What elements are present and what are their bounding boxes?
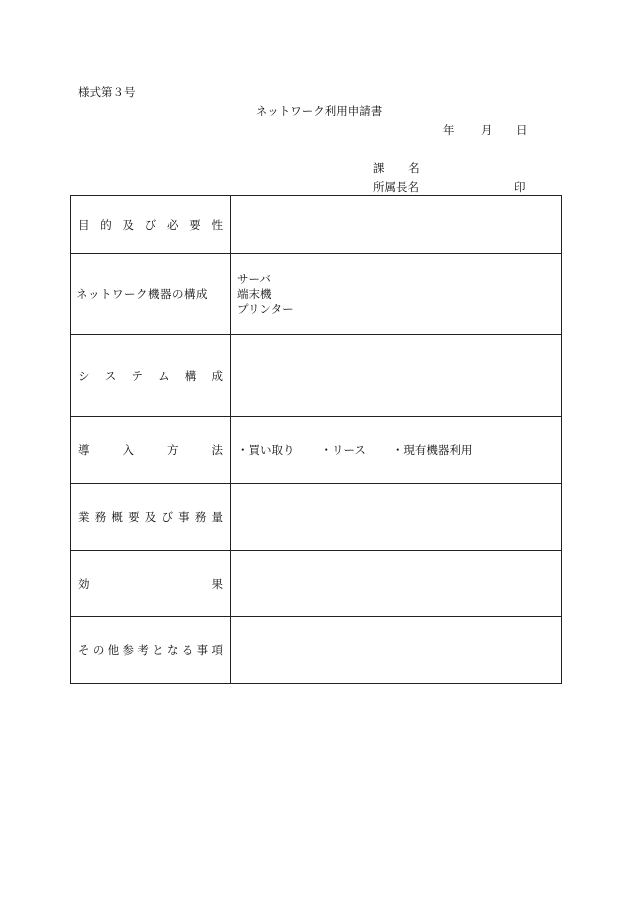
- system-configuration-field[interactable]: [231, 335, 562, 417]
- label-char: 要: [128, 510, 140, 524]
- label-char: 成: [211, 368, 223, 383]
- label-char: そ: [78, 643, 90, 657]
- label-char: 務: [94, 510, 107, 524]
- label-char: 性: [211, 217, 223, 232]
- label-char: 業: [78, 510, 90, 524]
- date-month-label: 月: [481, 123, 493, 137]
- label-char: 他: [107, 643, 120, 657]
- value-line: プリンター: [237, 301, 294, 316]
- row-label: [71, 217, 230, 233]
- label-cell: [71, 617, 231, 684]
- application-form-table: [70, 195, 562, 684]
- label-char: ム: [158, 368, 170, 383]
- label-char: 考: [137, 643, 149, 657]
- label-char: 務: [194, 510, 207, 524]
- label-char: 法: [211, 443, 223, 457]
- label-char: な: [166, 643, 179, 657]
- value-line: 端末機: [237, 286, 272, 301]
- row-purpose: [71, 196, 562, 254]
- label-char: 項: [211, 643, 223, 657]
- introduction-method-field: [231, 417, 562, 484]
- row-system-configuration: [71, 335, 562, 417]
- label-char: 必: [167, 217, 179, 232]
- label-char: と: [152, 643, 164, 657]
- network-equipment-field[interactable]: [231, 254, 562, 335]
- label-char: 参: [122, 643, 134, 657]
- label-cell: [71, 551, 231, 617]
- form-number: 様式第３号: [78, 85, 136, 99]
- label-char: 事: [178, 510, 190, 524]
- option-purchase[interactable]: ・買い取り: [237, 442, 295, 457]
- label-char: 目: [78, 217, 90, 232]
- label-char: 構: [184, 368, 197, 383]
- row-other-notes: [71, 617, 562, 684]
- row-label: [71, 442, 230, 458]
- label-char: 導: [78, 443, 90, 457]
- row-business-overview: [71, 484, 562, 551]
- business-overview-field[interactable]: [231, 484, 562, 551]
- label-cell: [71, 196, 231, 254]
- label-char: 量: [211, 510, 223, 524]
- label-char: る: [181, 643, 194, 657]
- department-name-label: 課 名: [373, 161, 430, 175]
- purpose-field[interactable]: [231, 196, 562, 254]
- document-title: ネットワーク利用申請書: [255, 104, 383, 118]
- label-char: の: [92, 643, 105, 657]
- label-cell: [71, 484, 231, 551]
- label-char: 入: [122, 443, 134, 457]
- value-line: サーバ: [237, 271, 271, 286]
- row-effect: [71, 551, 562, 617]
- label-char: 及: [144, 510, 157, 524]
- label-cell: [71, 254, 231, 335]
- label-char: び: [161, 510, 173, 524]
- label-char: 効: [78, 576, 90, 591]
- row-introduction-method: [71, 417, 562, 484]
- row-label: [71, 509, 230, 525]
- label-char: 果: [211, 576, 223, 591]
- date-year-label: 年: [443, 123, 455, 137]
- label-char: 的: [100, 217, 112, 232]
- option-existing-equipment[interactable]: ・現有機器利用: [391, 442, 473, 457]
- row-label: [71, 576, 230, 592]
- seal-label: 印: [514, 180, 526, 194]
- label-char: 及: [122, 217, 134, 232]
- label-char: テ: [131, 368, 143, 383]
- date-day-label: 日: [516, 123, 528, 137]
- label-char: 要: [189, 217, 201, 232]
- label-char: 方: [167, 443, 179, 457]
- label-char: ス: [104, 368, 117, 383]
- label-char: び: [144, 217, 157, 232]
- label-cell: [71, 417, 231, 484]
- department-head-label: 所属長名: [373, 180, 419, 194]
- row-network-equipment: [71, 254, 562, 335]
- row-label: [71, 642, 230, 658]
- other-notes-field[interactable]: [231, 617, 562, 684]
- row-label: [71, 368, 230, 384]
- option-lease[interactable]: ・リース: [320, 442, 366, 457]
- label-cell: [71, 335, 231, 417]
- effect-field[interactable]: [231, 551, 562, 617]
- label-char: 概: [111, 510, 123, 524]
- label-char: シ: [78, 368, 90, 383]
- row-label: ネットワーク機器の構成: [76, 287, 208, 301]
- label-char: 事: [196, 643, 209, 657]
